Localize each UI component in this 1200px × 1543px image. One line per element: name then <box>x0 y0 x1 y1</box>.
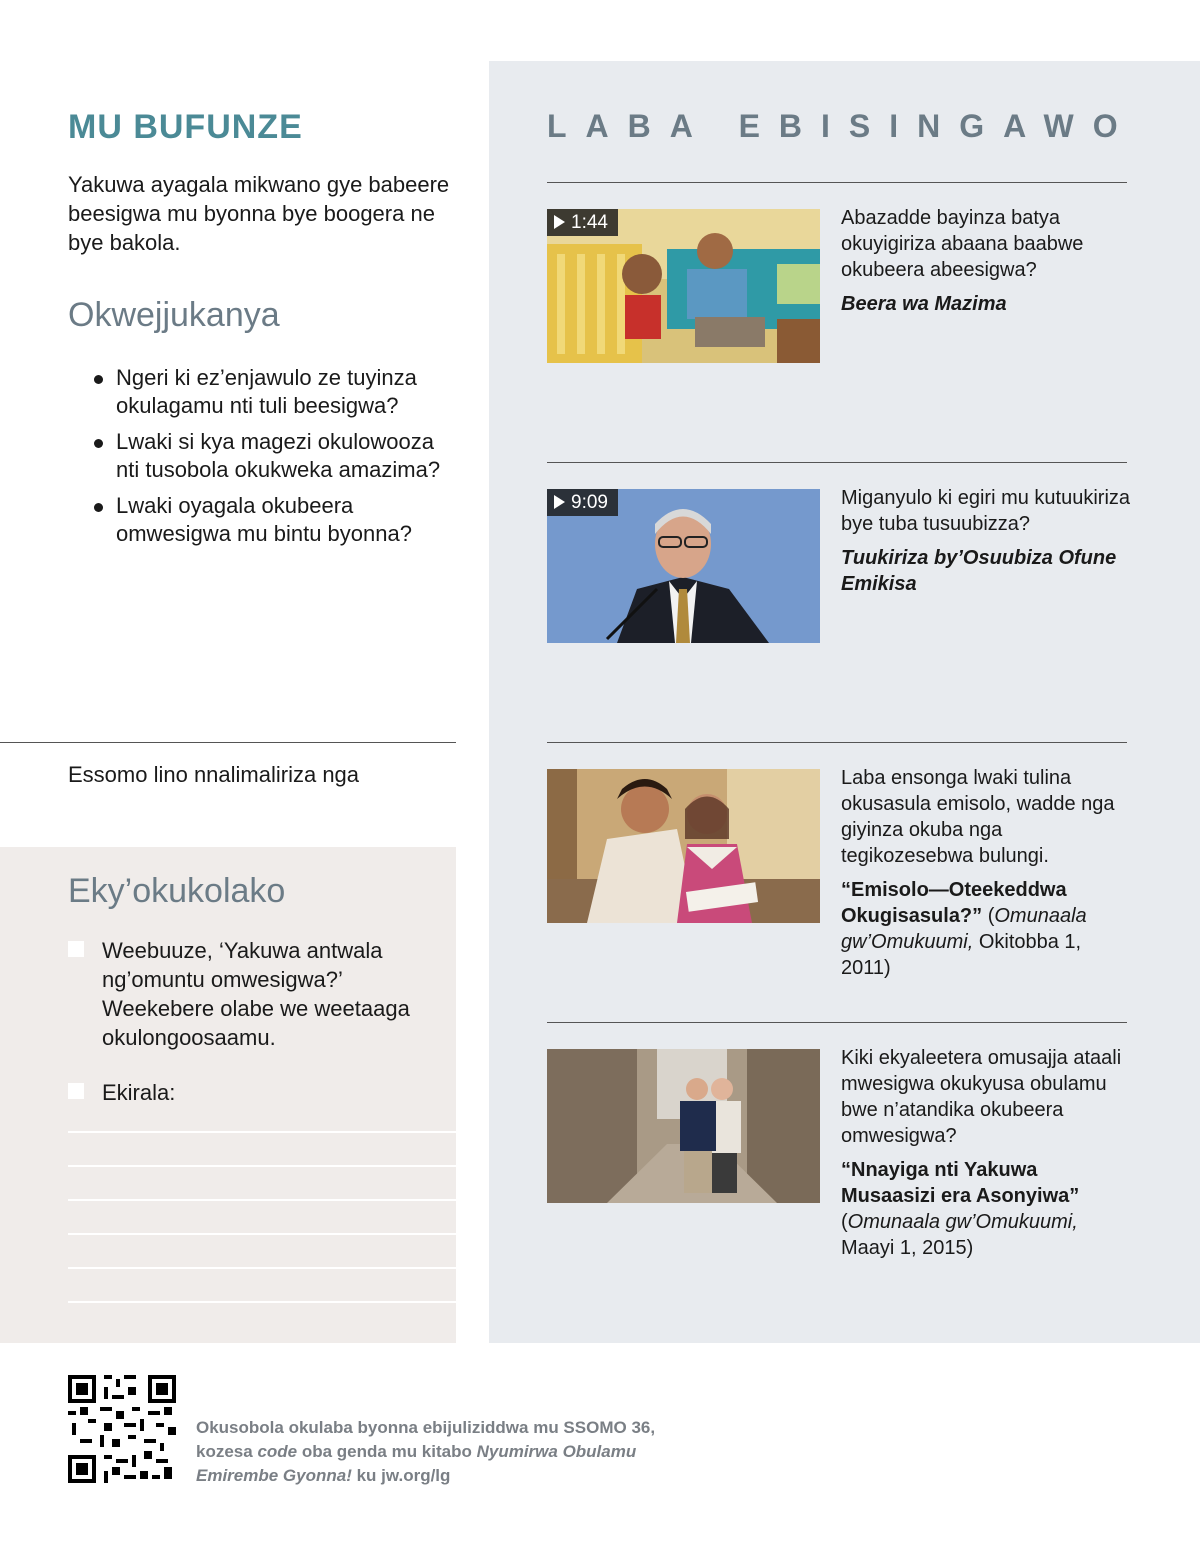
summary-heading: MU BUFUNZE <box>68 108 303 146</box>
play-icon <box>554 495 565 509</box>
video-duration: 9:09 <box>547 489 618 516</box>
couple-walking-image <box>547 1049 820 1203</box>
publication-name: Omunaala gw’Omukuumi, <box>847 1211 1078 1233</box>
footer-note <box>196 1416 716 1488</box>
review-question: Lwaki si kya magezi okulowooza nti tusobola okukweka amazima? <box>92 428 462 484</box>
writing-line[interactable] <box>68 1199 456 1201</box>
divider <box>0 742 456 743</box>
couple-paperwork-image <box>547 769 820 923</box>
summary-text: Yakuwa ayagala mikwano gye babeere beesigwa mu byonna bye boogera ne bye bakola. <box>68 172 450 255</box>
play-icon <box>554 215 565 229</box>
article-title[interactable]: “Emisolo—Oteekeddwa Okugisasula?” <box>841 879 1067 927</box>
see-more-entry <box>841 765 1131 981</box>
divider <box>547 182 1127 183</box>
checkbox[interactable] <box>68 1083 84 1099</box>
article-reference[interactable]: “Emisolo—Oteekeddwa Okugisasula?” (Omunaala gw’Omukuumi, Okitobba 1, 2011) <box>841 879 1087 979</box>
publication-date: Maayi 1, 2015 <box>841 1237 967 1259</box>
article-thumbnail[interactable] <box>547 1049 820 1203</box>
see-more-entry <box>841 1045 1131 1261</box>
review-question: Lwaki oyagala okubeera omwesigwa mu bintu byonna? <box>92 492 462 548</box>
review-question: Ngeri ki ez’enjawulo ze tuyinza okulagamu nti tuli beesigwa? <box>92 364 462 420</box>
video-title-link[interactable]: Tuukiriza by’Osuubiza Ofune Emikisa <box>841 547 1117 595</box>
entry-description: Abazadde bayinza batya okuyigiriza abaana baabwe okubeera abeesigwa? <box>841 207 1084 281</box>
video-thumbnail[interactable] <box>547 489 820 643</box>
footer-line: Emirembe Gyonna! ku jw.org/lg <box>196 1466 451 1485</box>
activity-item-text: Ekirala: <box>102 1080 176 1105</box>
divider <box>547 1022 1127 1023</box>
reflection-label: Essomo lino nnalimaliriza nga <box>68 762 360 787</box>
writing-line[interactable] <box>68 1233 456 1235</box>
publication-name: Omunaala gw’Omukuumi, <box>841 905 1087 953</box>
entry-description: Laba ensonga lwaki tulina okusasula emisolo, wadde nga giyinza okuba nga tegikozesebwa bulungi. <box>841 767 1115 867</box>
article-title[interactable]: “Nnayiga nti Yakuwa Musaasizi era Asonyiwa” <box>841 1159 1080 1207</box>
activity-item-other[interactable] <box>68 1078 438 1107</box>
writing-line[interactable] <box>68 1165 456 1167</box>
entry-description: Miganyulo ki egiri mu kutuukiriza bye tuba tusuubizza? <box>841 487 1131 535</box>
writing-line[interactable] <box>68 1301 456 1303</box>
checkbox[interactable] <box>68 941 84 957</box>
video-title-link[interactable]: Beera wa Mazima <box>841 293 1007 315</box>
entry-description: Kiki ekyaleetera omusajja ataali mwesigwa okukyusa obulamu bwe n’atandika okubeera omwesigwa? <box>841 1047 1122 1147</box>
website-link[interactable]: ku jw.org/lg <box>351 1466 451 1485</box>
writing-line[interactable] <box>68 1267 456 1269</box>
activity-heading: Eky’okukolako <box>68 872 286 910</box>
see-more-entry <box>841 485 1131 597</box>
video-thumbnail[interactable] <box>547 209 820 363</box>
activity-item-text: Weebuuze, ‘Yakuwa antwala ng’omuntu omwesigwa?’ Weekebere olabe we weetaaga okulongoosaamu. <box>102 938 410 1050</box>
activity-item[interactable] <box>68 936 438 1052</box>
see-more-heading: LABA EBISINGAWO <box>547 108 1137 144</box>
footer-line: Okusobola okulaba byonna ebijuliziddwa mu SSOMO 36, <box>196 1418 656 1437</box>
divider <box>547 742 1127 743</box>
footer-line: kozesa code oba genda mu kitabo Nyumirwa Obulamu <box>196 1442 637 1461</box>
divider <box>547 462 1127 463</box>
article-thumbnail[interactable] <box>547 769 820 923</box>
writing-line[interactable] <box>68 1131 456 1133</box>
video-duration: 1:44 <box>547 209 618 236</box>
see-more-entry <box>841 205 1131 317</box>
publication-date: Okitobba 1, 2011 <box>841 931 1082 979</box>
qr-code-icon[interactable] <box>68 1375 176 1483</box>
review-heading: Okwejjukanya <box>68 296 280 334</box>
review-list <box>92 364 462 556</box>
article-reference[interactable]: “Nnayiga nti Yakuwa Musaasizi era Asonyiwa” (Omunaala gw’Omukuumi, Maayi 1, 2015) <box>841 1159 1080 1259</box>
